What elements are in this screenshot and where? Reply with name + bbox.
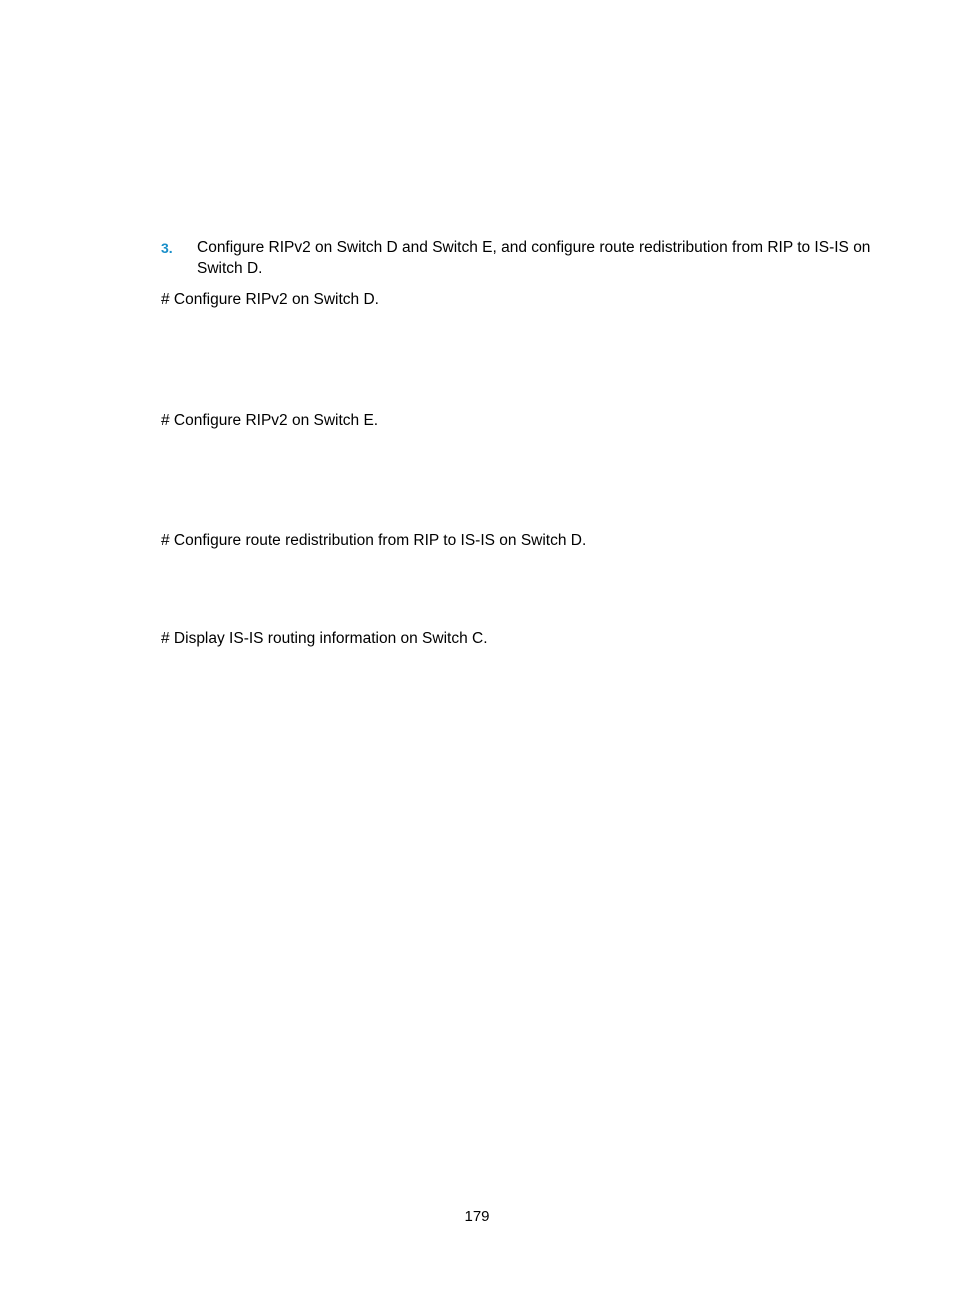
paragraph-configure-ripv2-switch-d: # Configure RIPv2 on Switch D.: [161, 291, 379, 308]
page-number: 179: [464, 1208, 490, 1225]
step-number: 3.: [161, 240, 173, 256]
paragraph-configure-route-redistribution: # Configure route redistribution from RIP to IS-IS on Switch D.: [161, 532, 587, 549]
paragraph-configure-ripv2-switch-e: # Configure RIPv2 on Switch E.: [161, 412, 379, 429]
paragraph-display-isis-routing: # Display IS-IS routing information on Switch C.: [161, 630, 488, 647]
step-text: Configure RIPv2 on Switch D and Switch E, and configure route redistribution from RIP to IS-IS on Switch D.: [197, 239, 871, 277]
